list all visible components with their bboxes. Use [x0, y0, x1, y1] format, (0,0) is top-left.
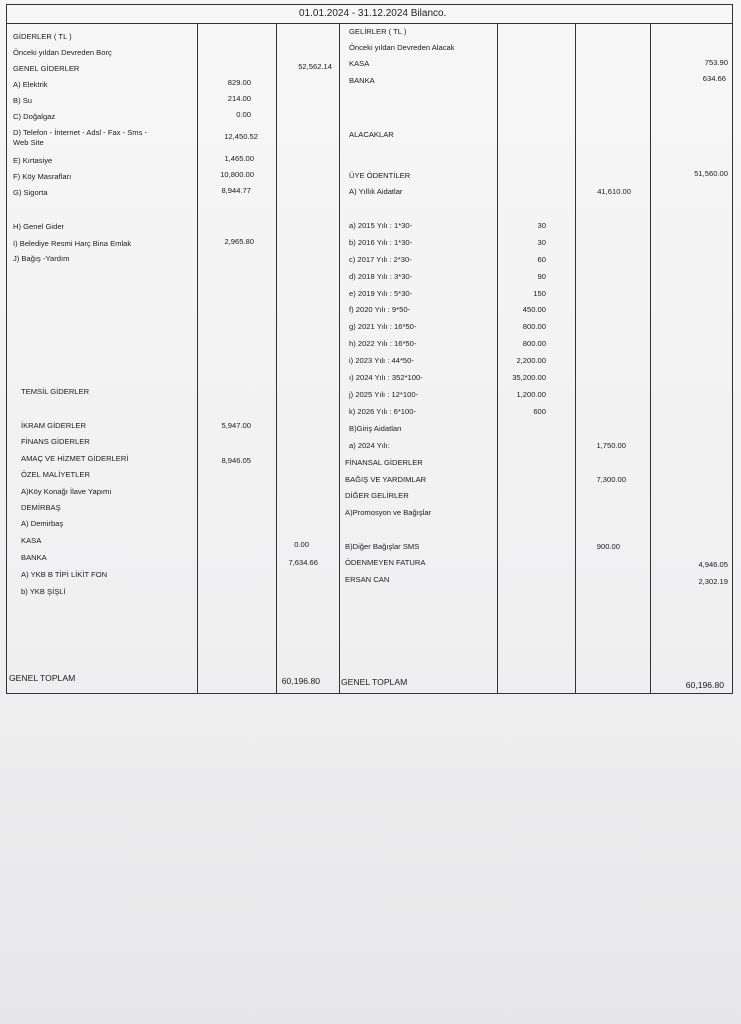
year-dues-label: b) 2016 Yılı : 1*30-	[349, 238, 413, 247]
finance-expenses-label: FİNANS GİDERLER	[21, 437, 90, 446]
cash-value: 0.00	[294, 540, 309, 549]
expense-item-label: F) Köy Masrafları	[13, 172, 72, 181]
expense-item-value: 12,450.52	[224, 132, 258, 141]
income-header: GELİRLER ( TL )	[349, 27, 407, 36]
year-dues-value: 600	[533, 407, 546, 416]
unpaid-invoice-value: 4,946.05	[698, 560, 728, 569]
year-dues-value: 30	[537, 238, 546, 247]
expense-item-label: C) Doğalgaz	[13, 112, 56, 121]
year-dues-value: 450.00	[522, 305, 546, 314]
member-dues-label: ÜYE ÖDENTİLER	[349, 171, 411, 180]
expense-item-label: G) Sigorta	[13, 188, 48, 197]
year-dues-label: ı) 2024 Yılı : 352*100-	[349, 373, 423, 382]
entry-dues-label: B)Giriş Aidatları	[349, 424, 402, 433]
expense-item-value: 8,944.77	[221, 186, 251, 195]
year-dues-label: j) 2025 Yılı : 12*100-	[349, 390, 419, 399]
purpose-expenses-value: 8,946.05	[221, 456, 251, 465]
expense-item-label: A) Elektrik	[13, 80, 48, 89]
year-dues-value: 90	[537, 272, 546, 281]
financial-expenses-label: FİNANSAL GİDERLER	[345, 458, 423, 467]
right-grand-total-value: 60,196.80	[685, 680, 724, 690]
document-title: 01.01.2024 - 31.12.2024 Bilanco.	[299, 8, 447, 19]
year-dues-label: f) 2020 Yılı : 9*50-	[349, 305, 411, 314]
receivables-label: ALACAKLAR	[349, 130, 394, 139]
column-divider	[650, 23, 651, 693]
column-divider	[276, 23, 277, 693]
ykb-fund-label: A) YKB B TİPİ LİKİT FON	[21, 570, 108, 579]
expense-item-value: 0.00	[236, 110, 251, 119]
sms-donations-value: 900.00	[596, 542, 620, 551]
ersan-can-value: 2,302.19	[698, 577, 728, 586]
column-divider	[339, 23, 340, 693]
member-dues-value: 51,560.00	[694, 169, 728, 178]
year-dues-value: 30	[537, 221, 546, 230]
expense-item-label: B) Su	[13, 96, 32, 105]
expense-item-label: H) Genel Gider	[13, 222, 65, 231]
year-dues-label: i) 2023 Yılı : 44*50-	[349, 356, 414, 365]
year-dues-value: 800.00	[522, 339, 546, 348]
income-cash-value: 753.90	[704, 58, 728, 67]
donations-value: 7,300.00	[596, 475, 626, 484]
hospitality-expenses-value: 5,947.00	[221, 421, 251, 430]
expense-item-label: I) Belediye Resmi Harç Bina Emlak	[13, 239, 132, 248]
year-dues-label: e) 2019 Yılı : 5*30-	[349, 289, 413, 298]
year-dues-value: 1,200.00	[516, 390, 546, 399]
entry-dues-year-label: a) 2024 Yılı:	[349, 441, 390, 450]
expense-item-value: 2,965.80	[224, 237, 254, 246]
column-divider	[575, 23, 576, 693]
prev-credit-label: Önceki yıldan Devreden Alacak	[349, 43, 455, 52]
year-dues-label: h) 2022 Yılı : 16*50-	[349, 339, 417, 348]
expense-item-value: 1,465.00	[224, 154, 254, 163]
expense-item-value: 10,800.00	[220, 170, 254, 179]
year-dues-value: 60	[537, 255, 546, 264]
year-dues-value: 800.00	[522, 322, 546, 331]
year-dues-value: 35,200.00	[512, 373, 546, 382]
expense-item-label: D) Telefon - İnternet - Adsl - Fax - Sms -	[13, 128, 148, 137]
year-dues-value: 150	[533, 289, 546, 298]
column-divider	[197, 23, 198, 693]
expense-item-label: J) Bağış -Yardım	[13, 254, 70, 263]
right-grand-total-label: GENEL TOPLAM	[341, 677, 408, 687]
fixtures-item-label: A) Demirbaş	[21, 519, 64, 528]
ersan-can-label: ERSAN CAN	[345, 575, 390, 584]
prev-debt-label: Önceki yıldan Devreden Borç	[13, 48, 112, 57]
cash-label: KASA	[21, 536, 42, 545]
unpaid-invoice-label: ÖDENMEYEN FATURA	[345, 558, 426, 567]
year-dues-label: k) 2026 Yılı : 6*100-	[349, 407, 416, 416]
year-dues-value: 2,200.00	[516, 356, 546, 365]
representation-expenses-label: TEMSİL GİDERLER	[21, 387, 90, 396]
year-dues-label: c) 2017 Yılı : 2*30-	[349, 255, 412, 264]
expense-item-label: E) Kırtasiye	[13, 156, 53, 165]
balance-table	[6, 4, 733, 694]
donations-label: BAĞIŞ VE YARDIMLAR	[345, 475, 427, 484]
expense-item-value: 829.00	[227, 78, 251, 87]
general-expenses-label: GENEL GİDERLER	[13, 64, 80, 73]
annual-dues-value: 41,610.00	[597, 187, 631, 196]
village-building-label: A)Köy Konağı İlave Yapımı	[21, 487, 112, 496]
promotion-label: A)Promosyon ve Bağışlar	[345, 508, 432, 517]
fixtures-label: DEMİRBAŞ	[21, 503, 61, 512]
bank-value: 7,634.66	[288, 558, 318, 567]
expense-item-value: 214.00	[227, 94, 251, 103]
income-bank-label: BANKA	[349, 76, 375, 85]
ykb-sisli-label: b) YKB ŞİŞLİ	[21, 587, 66, 596]
left-grand-total-label: GENEL TOPLAM	[9, 673, 76, 683]
income-cash-label: KASA	[349, 59, 370, 68]
annual-dues-label: A) Yıllık Aidatlar	[349, 187, 403, 196]
hospitality-expenses-label: İKRAM GİDERLER	[21, 421, 86, 430]
column-divider	[497, 23, 498, 693]
income-bank-value: 634.66	[702, 74, 726, 83]
left-grand-total-value: 60,196.80	[281, 676, 320, 686]
expenses-header: GİDERLER ( TL )	[13, 32, 72, 41]
year-dues-label: g) 2021 Yılı : 16*50-	[349, 322, 417, 331]
general-expenses-total: 52,562.14	[298, 62, 332, 71]
purpose-expenses-label: AMAÇ VE HİZMET GİDERLERİ	[21, 454, 129, 463]
year-dues-label: d) 2018 Yılı : 3*30-	[349, 272, 413, 281]
bank-label: BANKA	[21, 553, 47, 562]
year-dues-label: a) 2015 Yılı : 1*30-	[349, 221, 413, 230]
title-row	[7, 5, 732, 24]
special-costs-label: ÖZEL MALİYETLER	[21, 470, 90, 479]
other-income-label: DİĞER GELİRLER	[345, 491, 409, 500]
sms-donations-label: B)Diğer Bağışlar SMS	[345, 542, 420, 551]
expense-item-label-cont: Web Site	[13, 138, 44, 147]
entry-dues-year-value: 1,750.00	[596, 441, 626, 450]
